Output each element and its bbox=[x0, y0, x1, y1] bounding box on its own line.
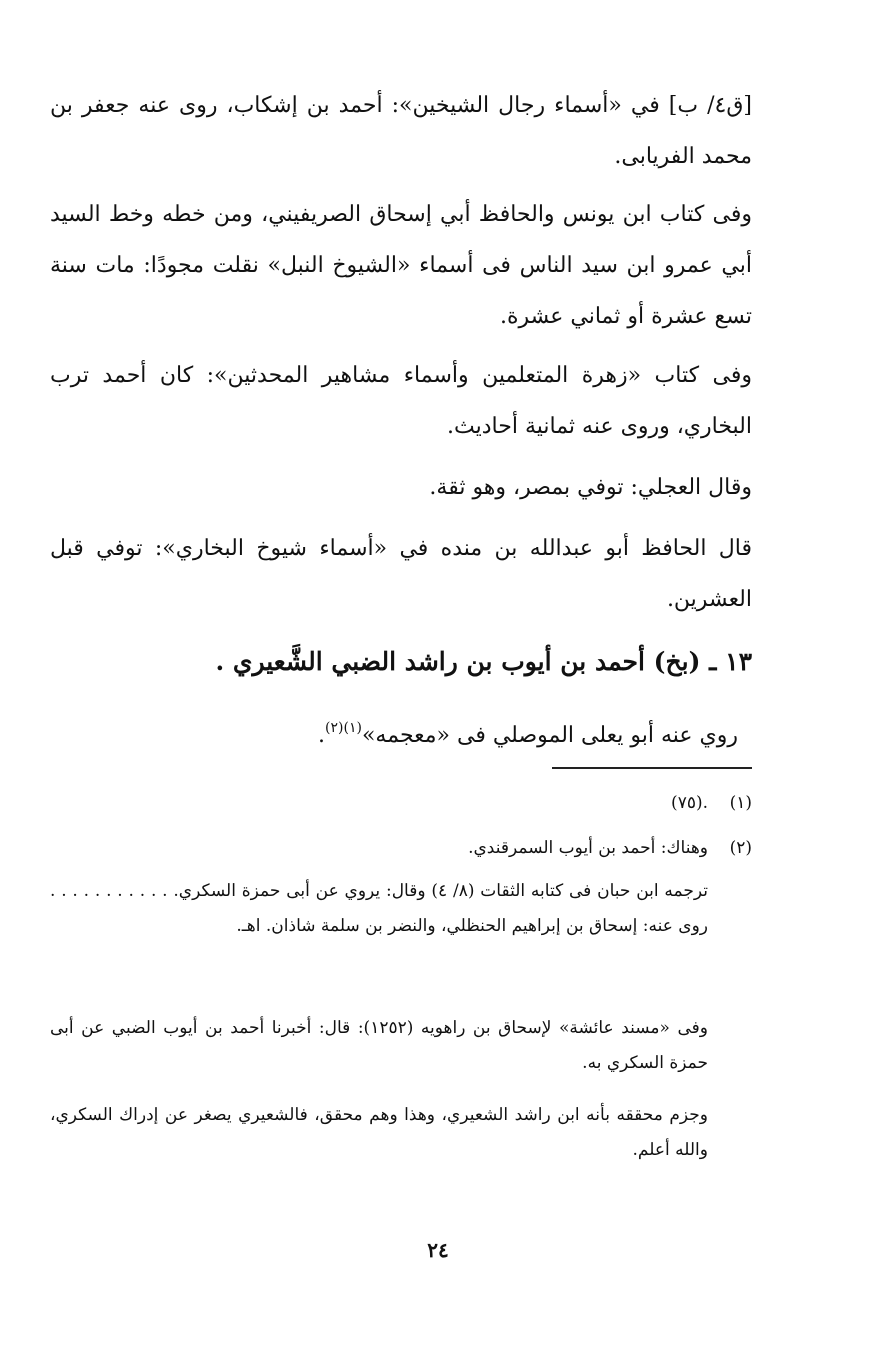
footnote-2-text: وهناك: أحمد بن أيوب السمرقندي. bbox=[468, 838, 708, 858]
footnote-1-text: .(٧٥) bbox=[671, 793, 708, 813]
footnote-2 bbox=[50, 831, 752, 866]
entry-text-line bbox=[50, 703, 752, 761]
footnote-separator bbox=[552, 767, 752, 769]
footnote-1-number: (١) bbox=[729, 793, 752, 813]
entry-end-mark: . bbox=[318, 723, 326, 748]
paragraph-ahmad-ishkab: [ق٤/ ب] في «أسماء رجال الشيخين»: أحمد بن إشكاب، روى عنه جعفر بن محمد الفريابى. bbox=[50, 93, 752, 169]
paragraph-al-ijli: وقال العجلي: توفي بمصر، وهو ثقة. bbox=[429, 475, 752, 500]
footnote-2-number: (٢) bbox=[729, 838, 752, 858]
paragraph-ibn-yunus: وفى كتاب ابن يونس والحافظ أبي إسحاق الصريفيني، ومن خطه وخط السيد أبي عمرو ابن سيد الناس فى أسماء «الشيوخ النبل» نقلت مجودًا: مات سنة تسع عشرة أو ثماني عشرة. bbox=[50, 202, 752, 329]
footnote-ibn-hibban: ترجمه ابن حبان فى كتابه الثقات (٨/ ٤) وقال: يروي عن أبى حمزة السكري. . . . . . . . . . . . روى عنه: إسحاق بن إبراهيم الحنظلي، والنضر بن سلمة شاذان. اهـ. bbox=[50, 881, 708, 936]
paragraph-zahrat-al-mutaallimin: وفى كتاب «زهرة المتعلمين وأسماء مشاهير المحدثين»: كان أحمد ترب البخاري، وروى عنه ثمانية أحاديث. bbox=[50, 363, 752, 439]
entry-heading: ١٣ ـ (بخ) أحمد بن أيوب بن راشد الضبي الشَّعيري . bbox=[215, 647, 752, 676]
footnote-1 bbox=[50, 786, 752, 821]
footnote-refs: (١)(٢) bbox=[325, 720, 362, 736]
footnote-muhaqqiq: وجزم محققه بأنه ابن راشد الشعيري، وهذا وهم محقق، فالشعيري يصغر عن إدراك السكري، والله أعلم. bbox=[50, 1105, 708, 1160]
page-number: ٢٤ bbox=[427, 1238, 449, 1262]
paragraph-ibn-mandah: قال الحافظ أبو عبدالله بن منده في «أسماء شيوخ البخاري»: توفي قبل العشرين. bbox=[50, 536, 752, 612]
footnote-musnad-aisha: وفى «مسند عائشة» لإسحاق بن راهويه (١٢٥٢): قال: أخبرنا أحمد بن أيوب الضبي عن أبى حمزة السكري به. bbox=[50, 1018, 708, 1073]
entry-text: روي عنه أبو يعلى الموصلي فى «معجمه» bbox=[361, 723, 738, 748]
